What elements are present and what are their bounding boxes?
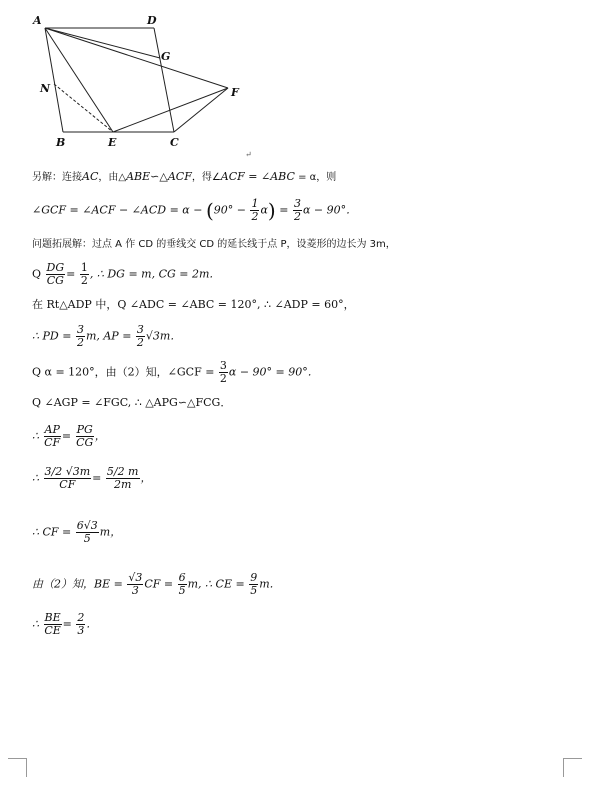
text: 由（2）知，BE = xyxy=(32,577,123,591)
fraction: $\frac{DG}{CG}$ xyxy=(46,261,65,287)
text: ∴ xyxy=(32,429,39,443)
text: α − 90°． xyxy=(302,203,358,217)
text: α − 90° = 90°． xyxy=(228,365,319,379)
text: m， xyxy=(99,525,122,539)
text: ABC xyxy=(270,170,295,183)
line-alt-solution xyxy=(32,170,336,185)
edge-CF xyxy=(174,88,228,132)
text: , ∴ DG = m, CG = 2m． xyxy=(89,267,221,281)
fraction: $\frac{1}{2}$ xyxy=(80,261,88,287)
text: ． xyxy=(86,617,98,631)
edge-AB xyxy=(45,28,63,132)
text: ， xyxy=(140,471,152,485)
edge-NE-dashed xyxy=(54,84,113,132)
fraction: $\frac{BE}{CE}$ xyxy=(44,611,61,637)
text: ， xyxy=(94,429,106,443)
text: ∴ CF = xyxy=(32,525,72,539)
fraction: $\frac{3}{2}$ xyxy=(76,323,84,349)
text: ACF xyxy=(220,170,245,183)
text: ∴ xyxy=(32,471,39,485)
corner-mark-right xyxy=(563,758,582,777)
text: = xyxy=(279,203,289,217)
text: ∠GCF = ∠ACF − ∠ACD = α − xyxy=(32,203,203,217)
paragraph-mark: ↵ xyxy=(245,150,252,159)
edge-DC xyxy=(154,28,174,132)
text: α xyxy=(260,203,268,217)
fraction: $\frac{2}{3}$ xyxy=(77,611,85,637)
fraction: $\frac{9}{5}$ xyxy=(250,571,258,597)
text: ABE xyxy=(126,170,151,183)
text: m． xyxy=(259,577,281,591)
line-extension-intro: 问题拓展解：过点 A 作 CD 的垂线交 CD 的延长线于点 P，设菱形的边长为 3m， xyxy=(32,239,396,250)
fraction: $\frac{3/2 √3m}{CF}$ xyxy=(44,465,91,491)
text: AC xyxy=(82,170,99,183)
text: = ∠ xyxy=(244,170,271,183)
line-rt-adp: 在 Rt△ADP 中，Q ∠ADC = ∠ABC = 120°, ∴ ∠ADP = 60°， xyxy=(32,298,355,311)
text: CF = xyxy=(144,577,174,591)
text: 90° − xyxy=(213,203,246,217)
fraction: $\frac{1}{2}$ xyxy=(251,197,259,223)
corner-mark-left xyxy=(8,758,27,777)
fraction: $\frac{3}{2}$ xyxy=(293,197,301,223)
label-E: E xyxy=(108,136,117,149)
line-similar-triangles: Q ∠AGP = ∠FGC, ∴ △APG∽△FCG． xyxy=(32,396,232,409)
line-pd-ap xyxy=(32,324,181,349)
text: 另解：连接 xyxy=(32,172,82,183)
text: √3m． xyxy=(145,329,182,343)
text: = α，则 xyxy=(294,172,337,183)
text: ∴ PD = xyxy=(32,329,72,343)
text: ∽△ xyxy=(150,170,168,183)
line-final-ratio xyxy=(32,612,97,637)
fraction: $\frac{AP}{CF}$ xyxy=(44,423,61,449)
label-F: F xyxy=(231,86,239,99)
line-be-ce xyxy=(32,572,281,597)
text: Q xyxy=(32,267,42,281)
line-ratio-ap-cf xyxy=(32,424,106,449)
text: = xyxy=(62,617,72,631)
fraction: $\frac{5/2 m}{2m}$ xyxy=(106,465,139,491)
label-A: A xyxy=(33,14,42,27)
text: ∴ xyxy=(32,617,39,631)
text: m, AP = xyxy=(85,329,132,343)
fraction: $\frac{6√3}{5}$ xyxy=(76,519,98,545)
fraction: $\frac{PG}{CG}$ xyxy=(76,423,94,449)
label-N: N xyxy=(40,82,51,95)
line-ratio-substituted xyxy=(32,466,152,491)
text: ACF xyxy=(167,170,192,183)
text: = xyxy=(61,429,72,443)
edge-AE xyxy=(45,28,113,132)
text: = xyxy=(92,471,102,485)
line-alpha-120 xyxy=(32,360,319,385)
edge-AF xyxy=(45,28,228,88)
label-B: B xyxy=(56,136,66,149)
edge-EF xyxy=(113,88,228,132)
geometry-figure xyxy=(30,10,260,150)
text: ，由△ xyxy=(98,172,127,183)
label-G: G xyxy=(161,50,171,63)
text: Q α = 120°，由（2）知，∠GCF = xyxy=(32,365,215,379)
fraction: $\frac{3}{2}$ xyxy=(136,323,144,349)
fraction: $\frac{6}{5}$ xyxy=(178,571,186,597)
fraction: $\frac{√3}{3}$ xyxy=(128,571,143,597)
label-C: C xyxy=(170,136,179,149)
text: ，得∠ xyxy=(191,172,221,183)
line-dg-cg xyxy=(32,262,220,287)
fraction: $\frac{3}{2}$ xyxy=(219,359,227,385)
text: m, ∴ CE = xyxy=(187,577,245,591)
line-gcf-formula: ∠GCF = ∠ACF − ∠ACD = α − (90° − $\frac{1}{2}$ α) = $\frac{3}{2}$ α − 90°． xyxy=(32,197,358,223)
line-cf-value xyxy=(32,520,121,545)
text: = xyxy=(66,267,76,281)
label-D: D xyxy=(147,14,157,27)
